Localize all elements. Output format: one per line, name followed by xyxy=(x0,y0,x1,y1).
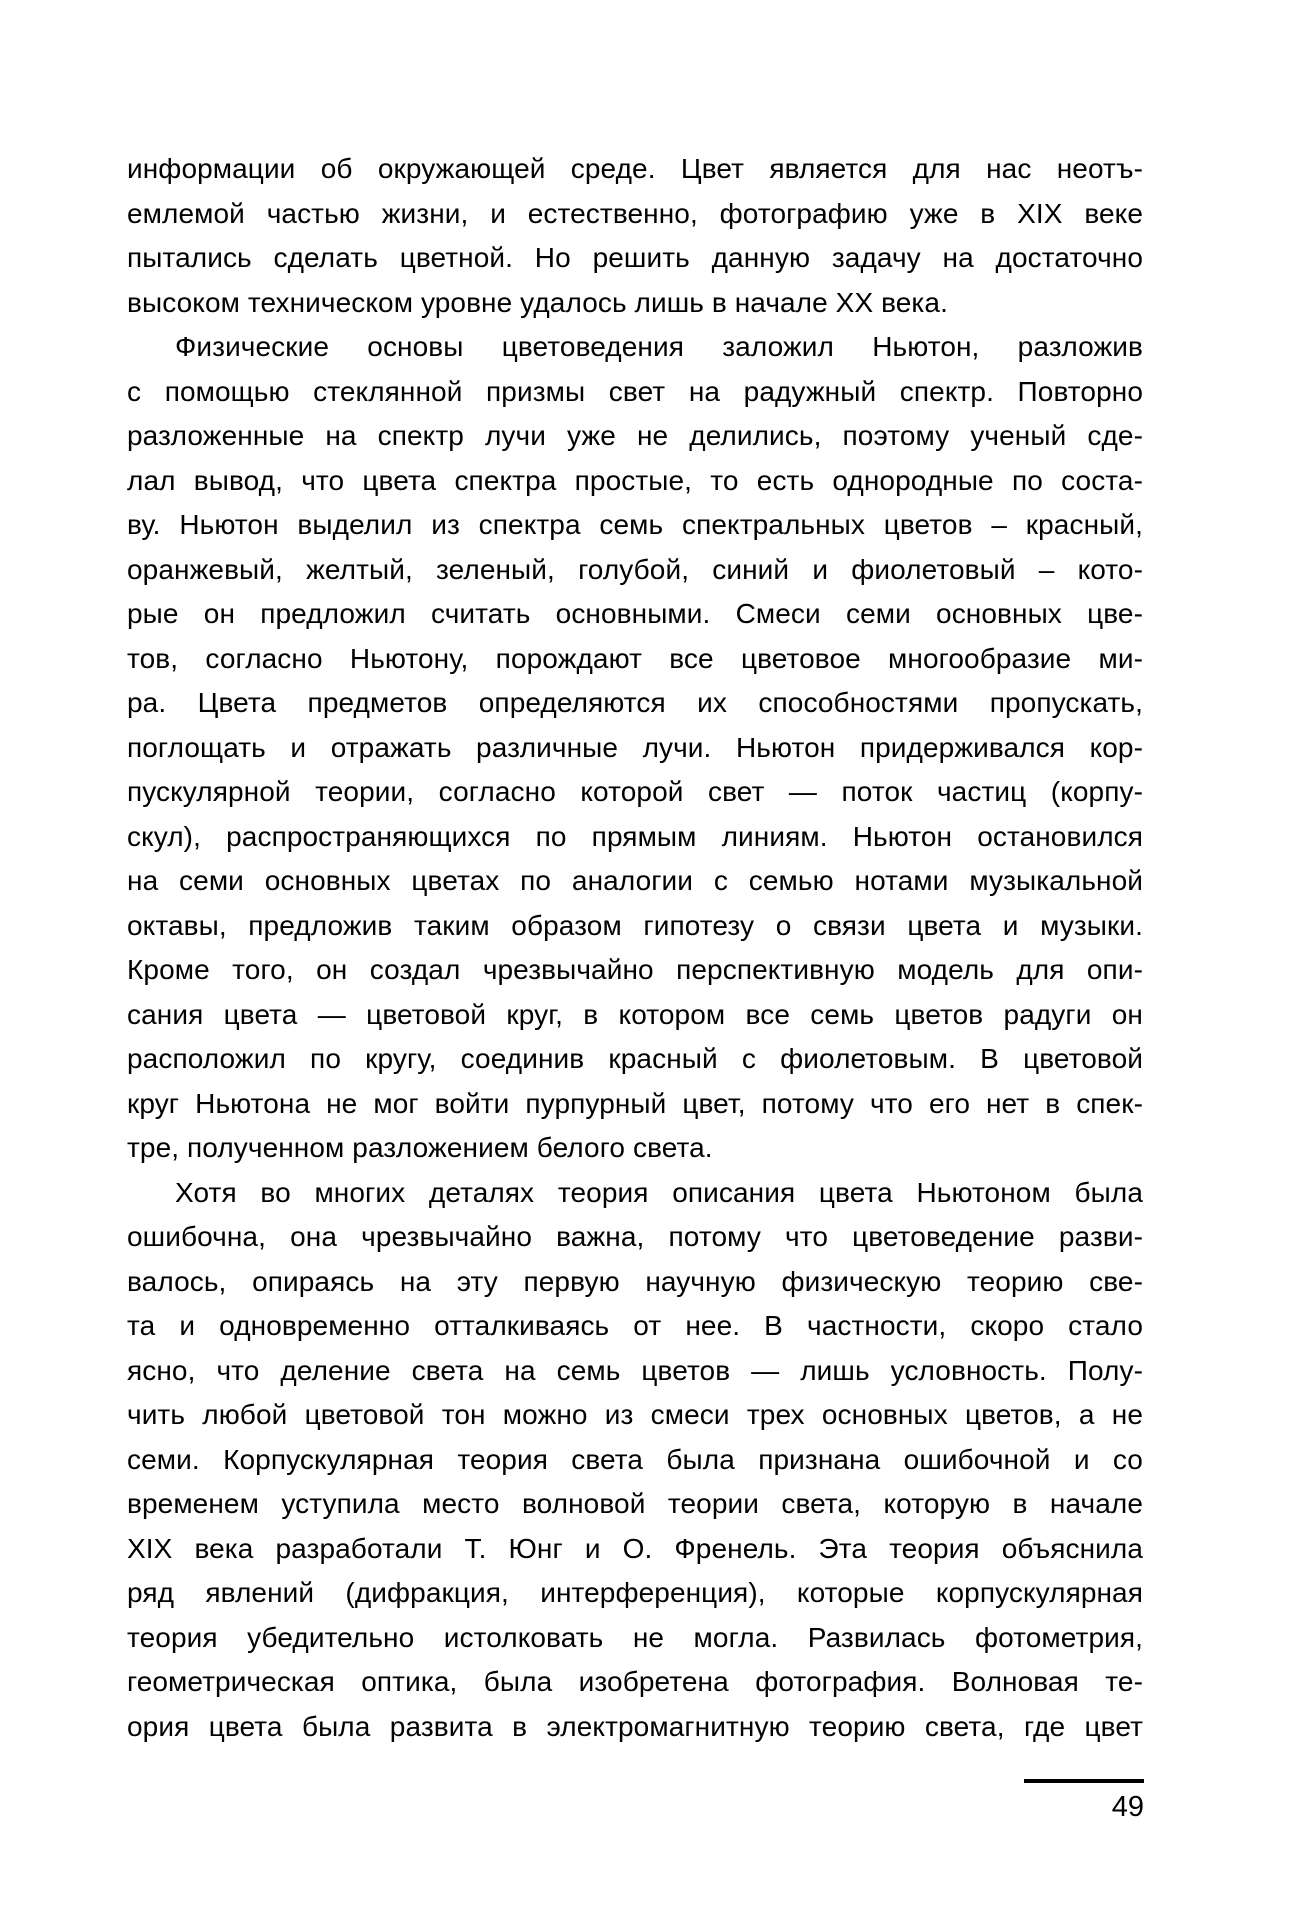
text-line: временем уступила место волновой теории света, которую в начале xyxy=(127,1488,1143,1519)
page-number: 49 xyxy=(1111,1791,1144,1823)
text-line: высоком техническом уровне удалось лишь в начале XX века. xyxy=(127,286,948,318)
text-line: разложенные на спектр лучи уже не делились, поэтому ученый сде- xyxy=(127,420,1143,451)
text-line: Хотя во многих деталях теория описания цвета Ньютоном была xyxy=(175,1176,1143,1208)
text-line: расположил по кругу, соединив красный с фиолетовым. В цветовой xyxy=(127,1043,1143,1074)
text-line: рые он предложил считать основными. Смеси семи основных цве- xyxy=(127,598,1143,629)
text-line: круг Ньютона не мог войти пурпурный цвет, потому что его нет в спек- xyxy=(127,1087,1143,1119)
text-line: пускулярной теории, согласно которой свет — поток частиц (корпу- xyxy=(127,776,1143,807)
text-line: та и одновременно отталкиваясь от нее. В частности, скоро стало xyxy=(127,1310,1143,1341)
text-line: октавы, предложив таким образом гипотезу о связи цвета и музыки. xyxy=(127,909,1143,941)
text-line: семи. Корпускулярная теория света была признана ошибочной и со xyxy=(127,1443,1143,1475)
text-line: оранжевый, желтый, зеленый, голубой, синий и фиолетовый – кото- xyxy=(127,553,1143,585)
text-line: XIX века разработали Т. Юнг и О. Френель. Эта теория объяснила xyxy=(127,1532,1143,1564)
text-line: ясно, что деление света на семь цветов — лишь условность. Полу- xyxy=(127,1354,1143,1386)
text-line: ряд явлений (дифракция, интерференция), которые корпускулярная xyxy=(127,1577,1143,1608)
text-line: чить любой цветовой тон можно из смеси трех основных цветов, а не xyxy=(127,1399,1143,1430)
text-line: Кроме того, он создал чрезвычайно перспективную модель для опи- xyxy=(127,954,1143,985)
text-line: ошибочна, она чрезвычайно важна, потому что цветоведение разви- xyxy=(127,1221,1143,1252)
text-line: теория убедительно истолковать не могла. Развилась фотометрия, xyxy=(127,1621,1143,1653)
text-line: тов, согласно Ньютону, порождают все цветовое многообразие ми- xyxy=(127,642,1143,674)
page-footer xyxy=(1024,1779,1144,1824)
text-line: Физические основы цветоведения заложил Ньютон, разложив xyxy=(175,331,1143,362)
text-line: ория цвета была развита в электромагнитную теорию света, где цвет xyxy=(127,1710,1143,1742)
text-line: с помощью стеклянной призмы свет на радужный спектр. Повторно xyxy=(127,375,1143,407)
text-line: поглощать и отражать различные лучи. Ньютон придерживался кор- xyxy=(127,731,1143,763)
text-line: ву. Ньютон выделил из спектра семь спектральных цветов – красный, xyxy=(127,509,1143,540)
text-line: валось, опираясь на эту первую научную физическую теорию све- xyxy=(127,1265,1143,1297)
text-line: геометрическая оптика, была изобретена фотография. Волновая те- xyxy=(127,1666,1143,1697)
footer-rule xyxy=(1024,1779,1144,1783)
text-line: на семи основных цветах по аналогии с семью нотами музыкальной xyxy=(127,865,1143,896)
body-text xyxy=(127,147,1143,1749)
text-line: тре, полученном разложением белого света. xyxy=(127,1132,713,1163)
text-line: пытались сделать цветной. Но решить данную задачу на достаточно xyxy=(127,242,1143,273)
text-line: лал вывод, что цвета спектра простые, то есть однородные по соста- xyxy=(127,464,1143,496)
text-line: емлемой частью жизни, и естественно, фотографию уже в XIX веке xyxy=(127,197,1143,229)
text-line: ра. Цвета предметов определяются их способностями пропускать, xyxy=(127,687,1143,718)
text-line: информации об окружающей среде. Цвет является для нас неотъ- xyxy=(127,153,1143,184)
text-line: сания цвета — цветовой круг, в котором все семь цветов радуги он xyxy=(127,998,1143,1030)
text-line: скул), распространяющихся по прямым линиям. Ньютон остановился xyxy=(127,820,1143,852)
